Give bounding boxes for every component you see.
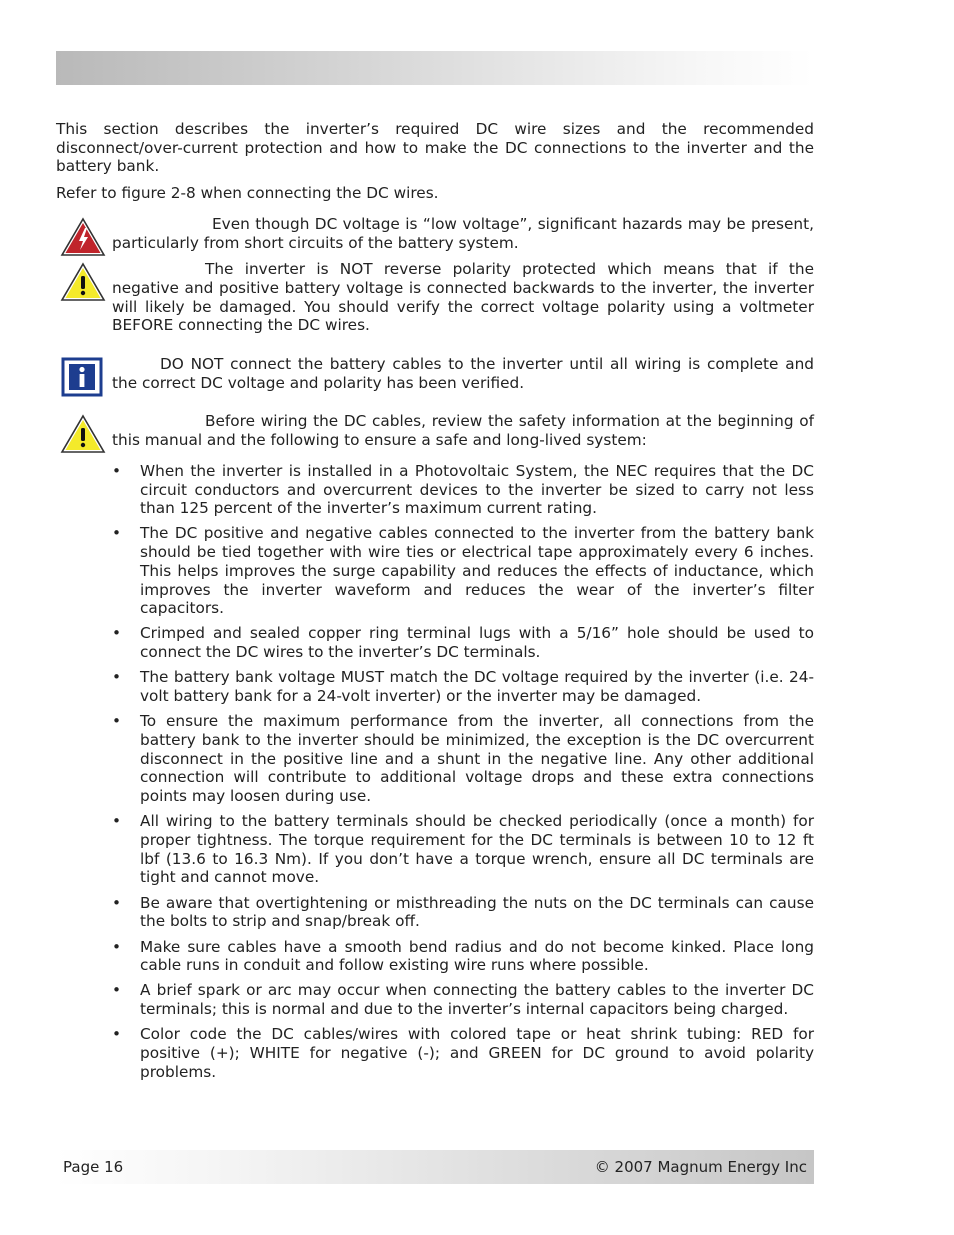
electrical-hazard-icon [60,217,106,257]
list-item: • The battery bank voltage MUST match the DC voltage required by the inverter (i.e. 24-volt battery bank for a 24-volt inverter) or the inverter may be damaged. [112,668,814,706]
list-item: • When the inverter is installed in a Photovoltaic System, the NEC requires that the DC circuit conductors and overcurrent devices to the inverter be sized to carry not less than 125 percent of the inverter’s maximum current rating. [112,461,814,518]
list-item: • Color code the DC cables/wires with colored tape or heat shrink tubing: RED for positive (+); WHITE for negative (-); and GREEN for DC ground to avoid polarity problems. [112,1025,814,1081]
header-bar [56,51,814,85]
bullet-icon: • [112,712,122,731]
caution-note [56,412,814,449]
bullet-icon: • [112,893,122,912]
dc-wiring-guidelines-list [56,462,814,1082]
bullet-icon: • [112,937,122,956]
footer-bar [56,1150,814,1184]
list-item: • To ensure the maximum performance from the inverter, all connections from the battery bank to the inverter should be minimized, the exception is the DC overcurrent disconnect in the positive line and a shunt in the negative line. Any other additional connection will contribute to additional voltage drops and these extra connections points may loosen during use. [112,712,814,806]
bullet-icon: • [112,524,122,543]
figure-reference: Refer to figure 2-8 when connecting the DC wires. [56,184,439,203]
caution-icon [60,414,106,454]
caution-note [56,260,814,335]
list-item: • All wiring to the battery terminals should be checked periodically (once a month) for proper tightness. The torque requirement for the DC terminals is between 10 to 12 ft lbf (13.6 to 16.3 Nm). If you don’t have a torque wrench, ensure all DC terminals are tight and cannot move. [112,812,814,887]
note-text: The inverter is NOT reverse polarity protected which means that if the negative and positive battery voltage is connected backwards to the inverter, the inverter will likely be damaged. You should verify the correct voltage polarity using a voltmeter BEFORE connecting the DC wires. [112,260,814,335]
note-text: DO NOT connect the battery cables to the inverter until all wiring is complete and the correct DC voltage and polarity has been verified. [112,355,814,392]
list-item: • Be aware that overtightening or misthreading the nuts on the DC terminals can cause the bolts to strip and snap/break off. [112,893,814,931]
copyright-notice: © 2007 Magnum Energy Inc [594,1158,807,1176]
bullet-icon: • [112,668,122,687]
electrical-hazard-note [56,215,814,252]
bullet-icon: • [112,1025,122,1044]
bullet-icon: • [112,461,122,480]
info-note [56,355,814,392]
list-item: • A brief spark or arc may occur when connecting the battery cables to the inverter DC terminals; this is normal and due to the inverter’s internal capacitors being charged. [112,981,814,1019]
intro-paragraph: This section describes the inverter’s required DC wire sizes and the recommended disconnect/over-current protection and how to make the DC connections to the inverter and the battery bank. [56,120,814,176]
note-text: Before wiring the DC cables, review the safety information at the beginning of this manual and the following to ensure a safe and long-lived system: [112,412,814,450]
page-number: Page 16 [63,1158,124,1176]
page-content [56,120,814,1088]
list-item: • Make sure cables have a smooth bend radius and do not become kinked. Place long cable runs in conduit and follow existing wire runs where possible. [112,937,814,975]
bullet-icon: • [112,981,122,1000]
list-item: • The DC positive and negative cables connected to the inverter from the battery bank should be tied together with wire ties or electrical tape approximately every 6 inches. This helps improves the surge capability and reduces the effects of inductance, which improves the inverter waveform and reduces the wear of the inverter’s filter capacitors. [112,524,814,618]
info-icon [60,357,106,397]
bullet-icon: • [112,624,122,643]
list-item: • Crimped and sealed copper ring terminal lugs with a 5/16” hole should be used to connect the DC wires to the inverter’s DC terminals. [112,624,814,662]
bullet-icon: • [112,812,122,831]
note-text: Even though DC voltage is “low voltage”, significant hazards may be present, particularly from short circuits of the battery system. [112,214,814,252]
caution-icon [60,262,106,302]
